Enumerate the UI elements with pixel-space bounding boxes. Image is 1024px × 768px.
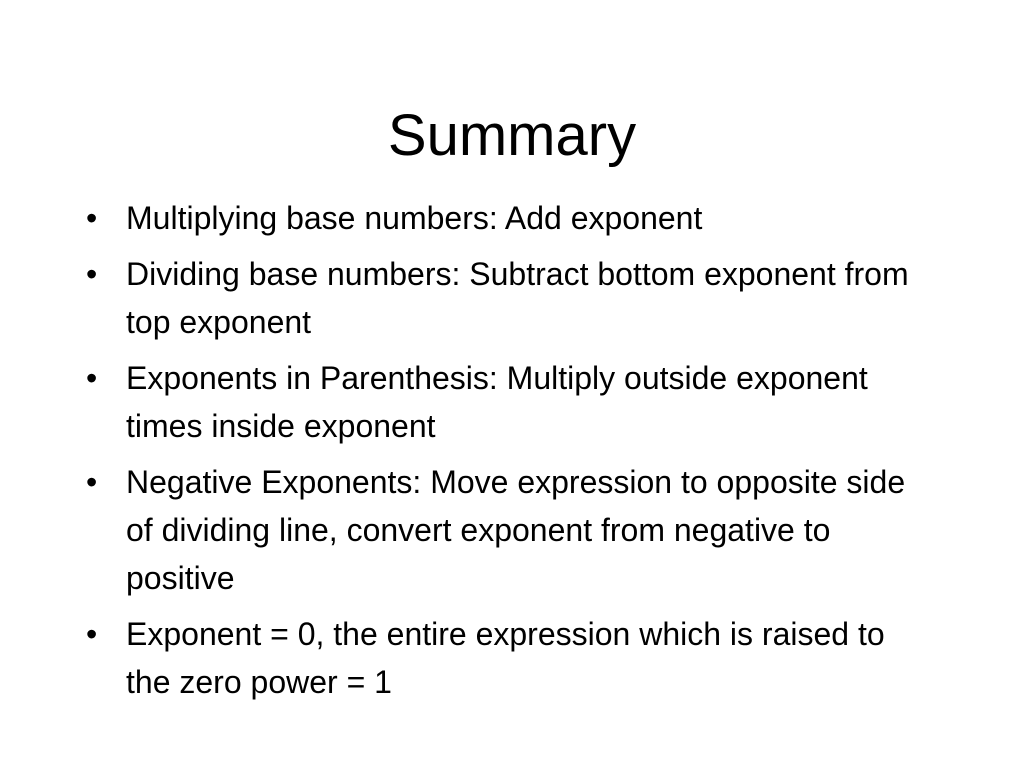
bullet-item xyxy=(0,194,926,242)
bullet-text: Multiplying base numbers: Add exponent xyxy=(126,200,703,236)
bullet-list xyxy=(0,194,1024,714)
bullet-item xyxy=(0,458,926,602)
bullet-text: Exponent = 0, the entire expression which is raised to the zero power = 1 xyxy=(126,616,885,700)
bullet-icon: • xyxy=(86,200,98,236)
bullet-item xyxy=(0,610,926,706)
bullet-text: Exponents in Parenthesis: Multiply outside exponent times inside exponent xyxy=(126,360,868,444)
bullet-icon: • xyxy=(86,360,98,396)
bullet-icon: • xyxy=(86,256,98,292)
slide-title: Summary xyxy=(387,103,637,168)
bullet-text: Negative Exponents: Move expression to opposite side of dividing line, convert exponent from negative to positive xyxy=(126,464,906,596)
bullet-item xyxy=(0,354,926,450)
bullet-icon: • xyxy=(86,616,98,652)
bullet-text: Dividing base numbers: Subtract bottom exponent from top exponent xyxy=(126,256,909,340)
bullet-item xyxy=(0,250,926,346)
bullet-icon: • xyxy=(86,464,98,500)
